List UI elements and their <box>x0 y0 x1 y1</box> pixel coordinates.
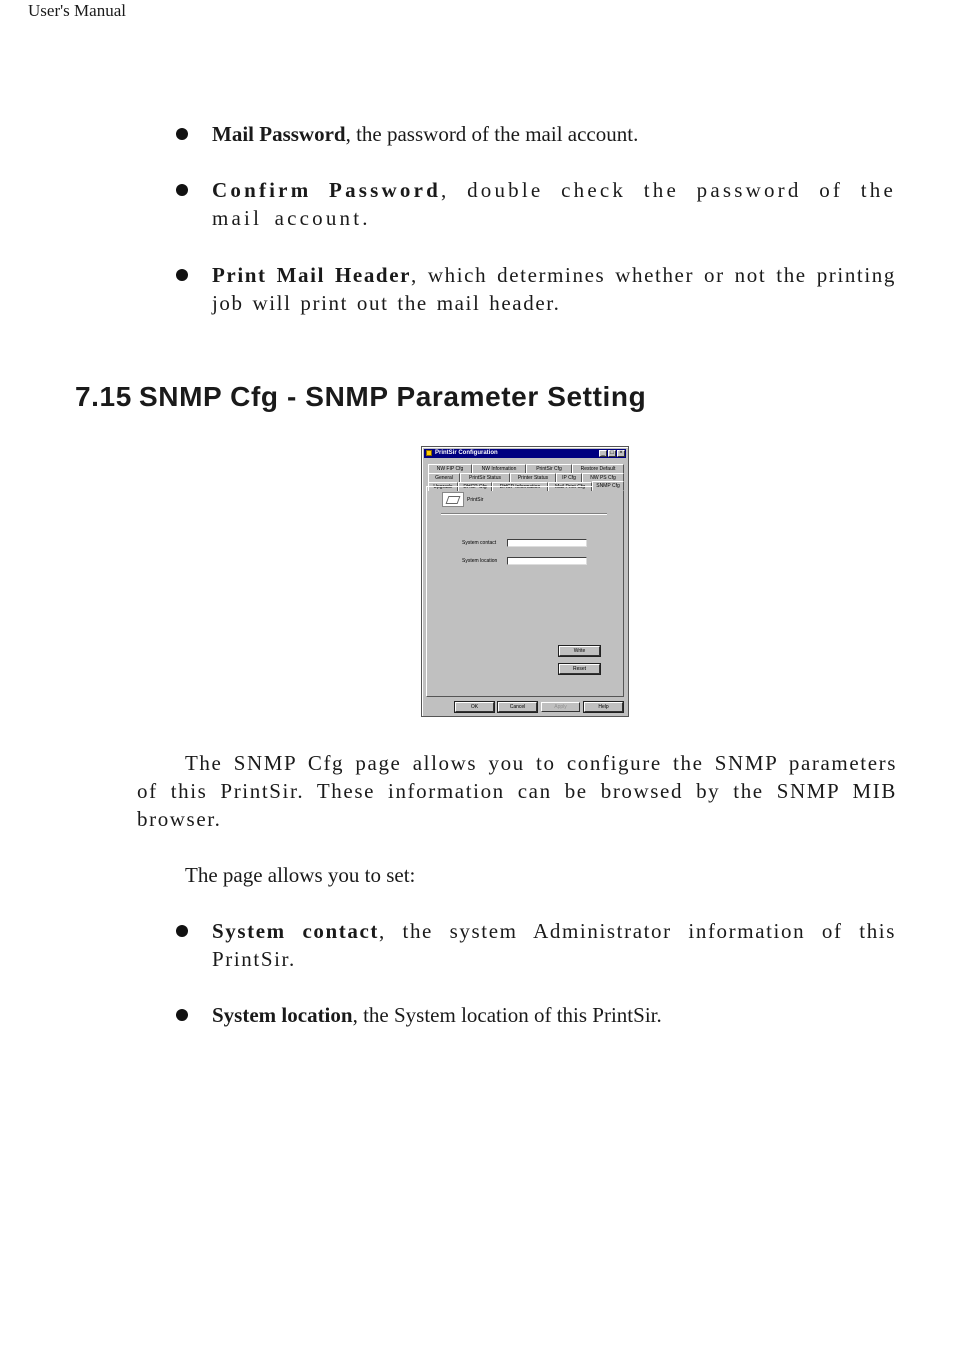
bullet-desc: , which determines whether or not the printing job will print out the mail header. <box>212 263 896 315</box>
bullet-dot <box>176 269 188 281</box>
bullet-mail-password <box>176 120 896 148</box>
section-heading <box>75 381 646 413</box>
tab-mail-print-cfg[interactable]: Mail Print Cfg <box>548 482 592 491</box>
cancel-button[interactable]: Cancel <box>498 702 537 712</box>
tab-nw-ps-cfg[interactable]: NW PS Cfg <box>582 473 624 482</box>
tab-nw-fip-cfg[interactable]: NW FIP Cfg <box>428 464 472 473</box>
write-button[interactable]: Write <box>559 646 600 656</box>
dialog-title: PrintSir Configuration <box>435 450 498 456</box>
reset-button[interactable]: Reset <box>559 664 600 674</box>
tab-restore-default[interactable]: Restore Default <box>572 464 624 473</box>
tab-printsir-cfg[interactable]: PrintSir Cfg <box>526 464 572 473</box>
bullet-term: Confirm Password <box>212 178 441 202</box>
device-name: PrintSir <box>467 497 484 503</box>
bullet-desc: , the password of the mail account. <box>345 122 639 146</box>
tab-printer-status[interactable]: Printer Status <box>510 473 556 482</box>
system-contact-label: System contact <box>462 540 497 546</box>
tab-nw-information[interactable]: NW Information <box>472 464 526 473</box>
printer-icon <box>442 492 464 507</box>
bullet-dot <box>176 184 188 196</box>
lead-in-paragraph: The page allows you to set: <box>185 863 416 887</box>
bullet-term: Mail Password <box>212 122 346 146</box>
bullet-term: System contact <box>212 919 379 943</box>
tab-upgrade[interactable]: Upgrade <box>428 482 458 491</box>
tab-snmp-cfg[interactable]: SNMP Cfg <box>592 481 624 491</box>
app-icon <box>426 450 432 456</box>
bullet-dot <box>176 1009 188 1021</box>
bullet-term: Print Mail Header <box>212 263 412 287</box>
bullet-desc: , the system Administrator information of this PrintSir. <box>212 919 896 971</box>
system-location-input[interactable] <box>507 557 587 565</box>
tab-printsir-status[interactable]: PrintSir Status <box>460 473 510 482</box>
tab-dhcp-information[interactable]: DHCP Information <box>492 482 548 491</box>
bullet-system-contact <box>176 917 896 973</box>
bullet-system-location <box>176 1001 896 1029</box>
maximize-icon[interactable]: □ <box>608 450 616 457</box>
bullet-confirm-password <box>176 176 896 232</box>
bullet-desc: , the System location of this PrintSir. <box>352 1003 662 1027</box>
separator <box>441 513 607 515</box>
bullet-dot <box>176 128 188 140</box>
section-title: SNMP Cfg - SNMP Parameter Setting <box>139 381 647 412</box>
snmp-cfg-panel <box>426 486 624 697</box>
ok-button[interactable]: OK <box>455 702 494 712</box>
help-button[interactable]: Help <box>584 702 623 712</box>
bullet-dot <box>176 925 188 937</box>
tab-ip-cfg[interactable]: IP Cfg <box>556 473 582 482</box>
intro-paragraph: The SNMP Cfg page allows you to configure the SNMP parameters of this PrintSir. These information can be browsed by the SNMP MIB browser. <box>137 751 897 831</box>
running-header: User's Manual <box>28 1 126 20</box>
tab-dhcp-cfg[interactable]: DHCP Cfg <box>458 482 492 491</box>
section-number: 7.15 <box>75 381 132 412</box>
bullet-desc: , double check the password of the mail account. <box>212 178 896 230</box>
dialog-titlebar <box>424 449 626 458</box>
bullet-print-mail-header <box>176 261 896 317</box>
system-contact-input[interactable] <box>507 539 587 547</box>
tab-general[interactable]: General <box>428 473 460 482</box>
bullet-term: System location <box>212 1003 353 1027</box>
minimize-icon[interactable]: _ <box>599 450 607 457</box>
printsir-config-dialog <box>421 446 629 717</box>
apply-button[interactable]: Apply <box>541 702 580 712</box>
system-location-label: System location <box>462 558 498 564</box>
close-icon[interactable]: × <box>617 450 625 457</box>
